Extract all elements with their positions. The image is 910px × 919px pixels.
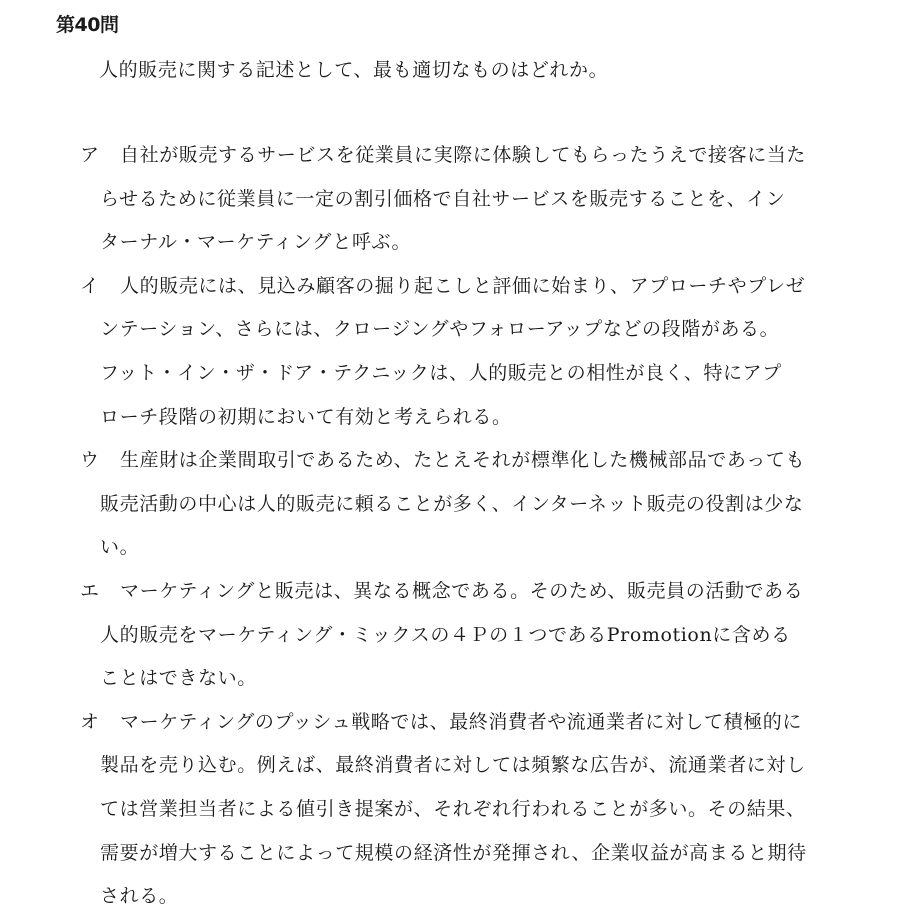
- option-text: [100, 134, 850, 265]
- option-i: [80, 265, 850, 439]
- option-label: ア: [80, 144, 100, 166]
- option-line: ては営業担当者による値引き提案が、それぞれ行われることが多い。その結果、: [100, 797, 806, 820]
- option-line: される。: [100, 885, 179, 908]
- option-text: [100, 570, 850, 701]
- option-label: エ: [80, 579, 100, 602]
- option-line: 人的販売をマーケティング・ミックスの４Ｐの１つであるPromotionに含める: [100, 623, 791, 646]
- option-label: オ: [80, 710, 100, 733]
- option-text: [100, 701, 850, 919]
- option-line: 需要が増大することによって規模の経済性が発揮され、企業収益が高まると期待: [100, 841, 807, 864]
- option-line: い。: [100, 536, 140, 559]
- option-line: マーケティングと販売は、異なる概念である。そのため、販売員の活動である: [120, 579, 804, 602]
- option-line: 自社が販売するサービスを従業員に実際に体験してもらったうえで接客に当た: [120, 144, 807, 166]
- option-line: ンテーション、さらには、クロージングやフォローアップなどの段階がある。: [100, 318, 780, 341]
- option-line: マーケティングのプッシュ戦略では、最終消費者や流通業者に対して積極的に: [120, 710, 803, 733]
- option-line: ターナル・マーケティングと呼ぶ。: [100, 231, 412, 254]
- option-line: ことはできない。: [100, 667, 257, 690]
- option-label: イ: [80, 274, 100, 297]
- option-label: ウ: [80, 449, 100, 472]
- answer-options: [80, 134, 850, 919]
- option-line: ローチ段階の初期において有効と考えられる。: [100, 405, 512, 428]
- option-line: らせるために従業員に一定の割引価格で自社サービスを販売することを、イン: [100, 187, 786, 210]
- question-number: 第40問: [56, 14, 119, 36]
- option-line: 生産財は企業間取引であるため、たとえそれが標準化した機械部品であっても: [120, 449, 806, 472]
- option-o: [80, 701, 850, 919]
- option-text: [100, 265, 850, 439]
- option-line: 人的販売には、見込み顧客の掘り起こしと評価に始まり、アプローチやプレゼ: [120, 274, 806, 297]
- option-u: [80, 439, 850, 570]
- option-line: 販売活動の中心は人的販売に頼ることが多く、インターネット販売の役割は少な: [100, 492, 804, 515]
- option-line: 製品を売り込む。例えば、最終消費者に対しては頻繁な広告が、流通業者に対し: [100, 754, 806, 777]
- option-e: [80, 570, 850, 701]
- option-a: [80, 134, 850, 265]
- option-line: フット・イン・ザ・ドア・テクニックは、人的販売との相性が良く、特にアプ: [100, 361, 782, 384]
- option-text: [100, 439, 850, 570]
- question-stem: 人的販売に関する記述として、最も適切なものはどれか。: [99, 59, 609, 81]
